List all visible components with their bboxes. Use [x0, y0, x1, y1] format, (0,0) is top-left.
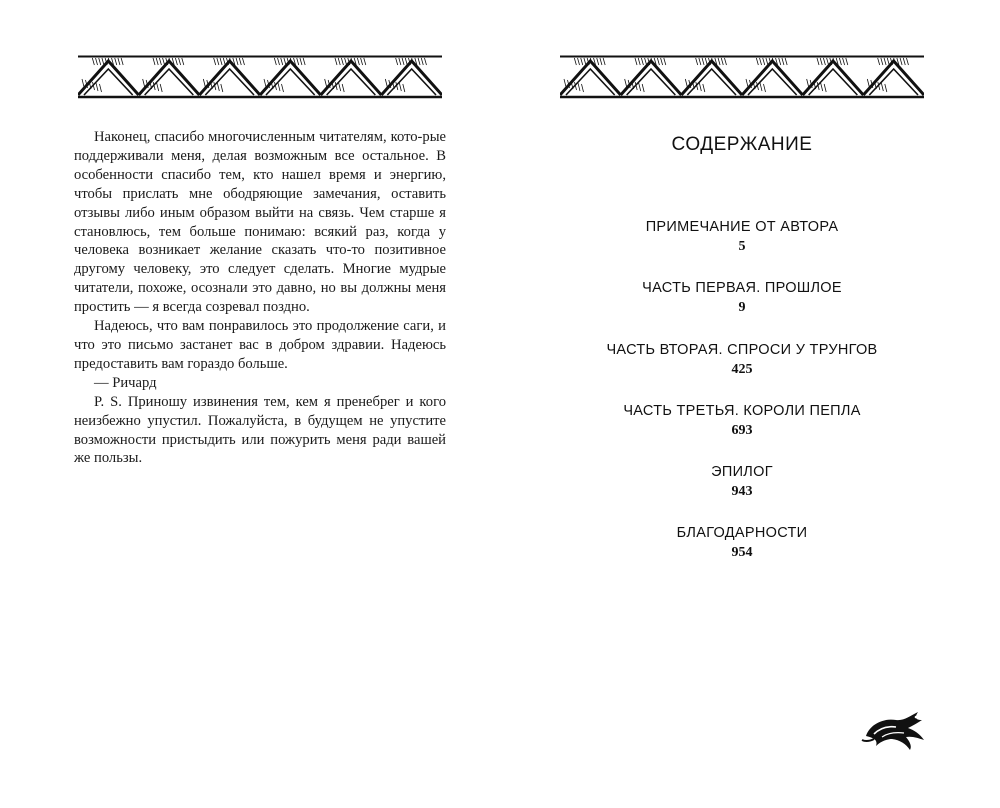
zigzag-border-ornament-right	[560, 55, 924, 99]
toc-entry-title: ЭПИЛОГ	[711, 464, 773, 480]
toc-entry-page: 425	[731, 362, 753, 377]
toc-entry-page: 954	[731, 545, 753, 560]
toc-entry[interactable]	[560, 524, 924, 563]
paragraph-hope: Надеюсь, что вам понравилось это продолжение саги, и что это письмо застанет вас в добром здравии. Надеюсь предоставить вам гораздо больше.	[74, 318, 446, 372]
toc-entry[interactable]	[560, 402, 924, 441]
toc-entry-title: ЧАСТЬ ВТОРАЯ. СПРОСИ У ТРУНГОВ	[606, 342, 878, 358]
left-page-text	[74, 128, 446, 468]
toc-entry-title: ПРИМЕЧАНИЕ ОТ АВТОРА	[645, 219, 839, 235]
toc-entry-page: 943	[731, 484, 753, 499]
signature: — Ричард	[94, 374, 157, 391]
toc-entry[interactable]	[560, 341, 924, 380]
toc-entry-title: ЧАСТЬ ТРЕТЬЯ. КОРОЛИ ПЕПЛА	[623, 403, 861, 419]
toc-entry[interactable]	[560, 463, 924, 502]
toc-entry-page: 9	[738, 300, 746, 315]
zigzag-border-ornament-left	[78, 55, 442, 99]
dragon-logo-icon	[860, 706, 930, 752]
paragraph-ps: P. S. Приношу извинения тем, кем я пренебрег и кого неизбежно упустил. Пожалуйста, в будущем не упустите возможности пристыдить или пожурить меня ради вашей же пользы.	[74, 393, 446, 467]
paragraph-thanks: Наконец, спасибо многочисленным читателям, кото-рые поддерживали меня, делая возможным все остальное. В особенности спасибо тем, кто нашел время и энергию, чтобы прислать мне ободряющие замечания, оставить отзывы либо иным образом выйти на связь. Чем старше я становлюсь, тем больше понимаю: всякий раз, когда у человека возникает желание сказать что-то позитивное другому человеку, это следует сделать. Многие мудрые читатели, похоже, осознали это давно, но вы должны меня простить — я всегда созревал поздно.	[74, 129, 446, 316]
toc-entry-page: 5	[738, 239, 746, 254]
toc-entry[interactable]	[560, 218, 924, 257]
toc-entry-title: БЛАГОДАРНОСТИ	[676, 525, 808, 541]
toc-entry-title: ЧАСТЬ ПЕРВАЯ. ПРОШЛОЕ	[642, 280, 842, 296]
toc-title: СОДЕРЖАНИЕ	[671, 134, 813, 155]
toc-entry[interactable]	[560, 279, 924, 318]
toc-entry-page: 693	[731, 423, 753, 438]
